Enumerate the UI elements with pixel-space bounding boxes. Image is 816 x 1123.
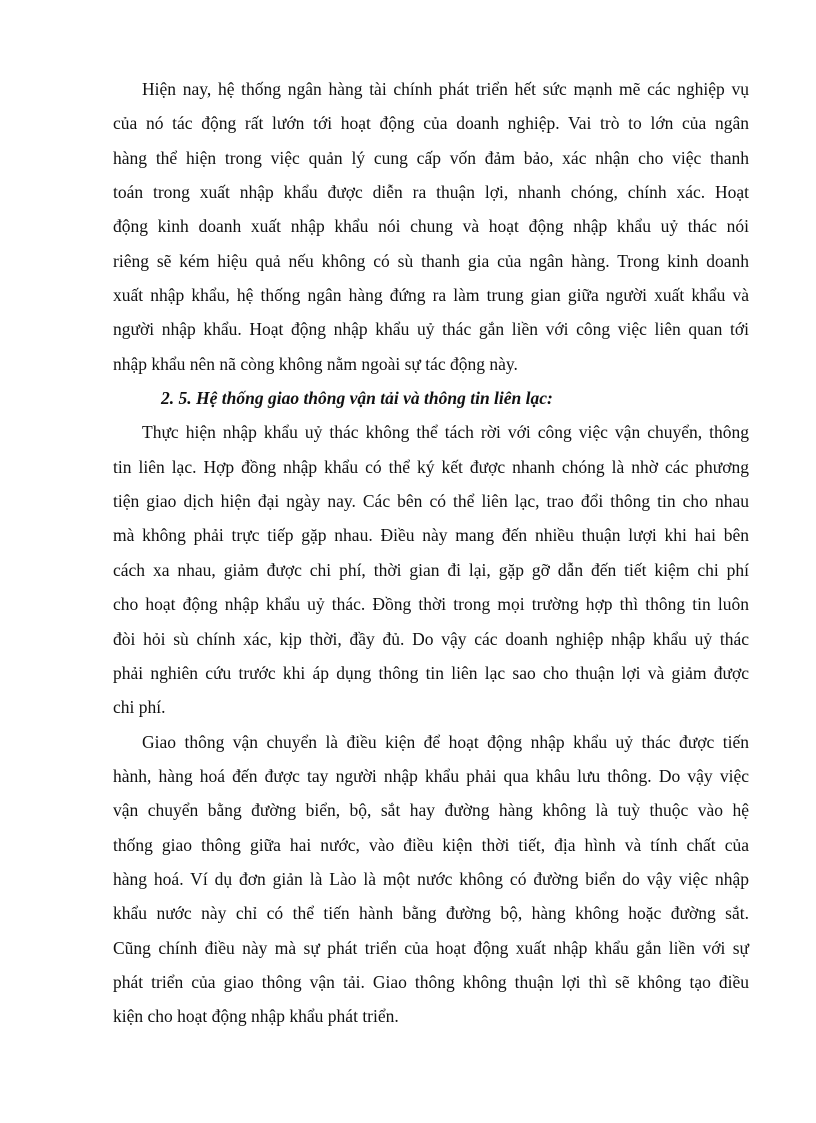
text-line: nhập khẩu nên nã còng không nằm ngoài sự tác động này. <box>113 353 518 374</box>
paragraph-communication <box>113 415 749 724</box>
text-line: Giao thông vận chuyển là điều kiện để hoạt động nhập khẩu uỷ thác được tiến <box>142 731 749 752</box>
text-line: Hiện nay, hệ thống ngân hàng tài chính phát triển hết sức mạnh mẽ các nghiệp vụ <box>142 79 749 99</box>
text-line: hàng thể hiện trong việc quản lý cung cấp vốn đảm bảo, xác nhận cho việc thanh <box>113 147 749 168</box>
paragraph-banking <box>113 72 749 381</box>
text-line: vận chuyển bằng đường biển, bộ, sắt hay đường hàng không là tuỳ thuộc vào hệ <box>113 800 749 821</box>
text-line: tin liên lạc. Hợp đồng nhập khẩu có thể ký kết được nhanh chóng là nhờ các phương <box>113 456 749 477</box>
text-line: tiện giao dịch hiện đại ngày nay. Các bên có thể liên lạc, trao đổi thông tin cho nhau <box>113 491 749 512</box>
text-line: phát triển của giao thông vận tải. Giao thông không thuận lợi thì sẽ không tạo điều <box>113 971 749 992</box>
text-line: của nó tác động rất lướn tới hoạt động của doanh nghiệp. Vai trò to lớn của ngân <box>113 113 749 134</box>
text-line: thống giao thông giữa hai nước, vào điều kiện thời tiết, địa hình và tính chất của <box>113 834 749 855</box>
text-line: động kinh doanh xuất nhập khẩu nói chung và hoạt động nhập khẩu uỷ thác nói <box>113 216 749 237</box>
text-line: phải nghiên cứu trước khi áp dụng thông tin liên lạc sao cho thuận lợi và giảm được <box>113 662 749 683</box>
text-line: người nhập khẩu. Hoạt động nhập khẩu uỷ thác gắn liền với công việc liên quan tới <box>113 319 749 340</box>
text-line: kiện cho hoạt động nhập khẩu phát triển. <box>113 1006 399 1027</box>
text-line: xuất nhập khẩu, hệ thống ngân hàng đứng ra làm trung gian giữa người xuất khẩu và <box>113 285 749 306</box>
text-line: mà không phải trực tiếp gặp nhau. Điều này mang đến nhiều thuận lượi khi hai bên <box>113 525 749 546</box>
text-line: toán trong xuất nhập khẩu được diễn ra thuận lợi, nhanh chóng, chính xác. Hoạt <box>113 182 749 203</box>
paragraph-transport <box>113 725 749 1034</box>
text-line: hành, hàng hoá đến được tay người nhập khẩu phải qua khâu lưu thông. Do vậy việc <box>113 765 749 786</box>
text-line: cho hoạt động nhập khẩu uỷ thác. Đồng thời trong mọi trường hợp thì thông tin luôn <box>113 594 749 615</box>
text-line: khẩu nước này chỉ có thể tiến hành bằng đường bộ, hàng không hoặc đường sắt. <box>113 903 749 924</box>
text-line: hàng hoá. Ví dụ đơn giản là Lào là một nước không có đường biển do vậy việc nhập <box>113 868 749 889</box>
text-line: Thực hiện nhập khẩu uỷ thác không thể tách rời với công việc vận chuyển, thông <box>142 422 749 443</box>
text-line: Cũng chính điều này mà sự phát triển của hoạt động xuất nhập khẩu gắn liền với sự <box>113 937 749 958</box>
section-heading: 2. 5. Hệ thống giao thông vận tải và thông tin liên lạc: <box>161 388 553 409</box>
text-line: đòi hỏi sù chính xác, kịp thời, đầy đủ. Do vậy các doanh nghiệp nhập khẩu uỷ thác <box>113 628 749 649</box>
text-line: cách xa nhau, giảm được chi phí, thời gian đi lại, gặp gỡ dẫn đến tiết kiệm chi phí <box>113 559 749 580</box>
text-line: riêng sẽ kém hiệu quả nếu không có sù thanh gia của ngân hàng. Trong kinh doanh <box>113 250 749 271</box>
text-line: chi phí. <box>113 697 166 718</box>
document-page <box>113 72 749 1034</box>
